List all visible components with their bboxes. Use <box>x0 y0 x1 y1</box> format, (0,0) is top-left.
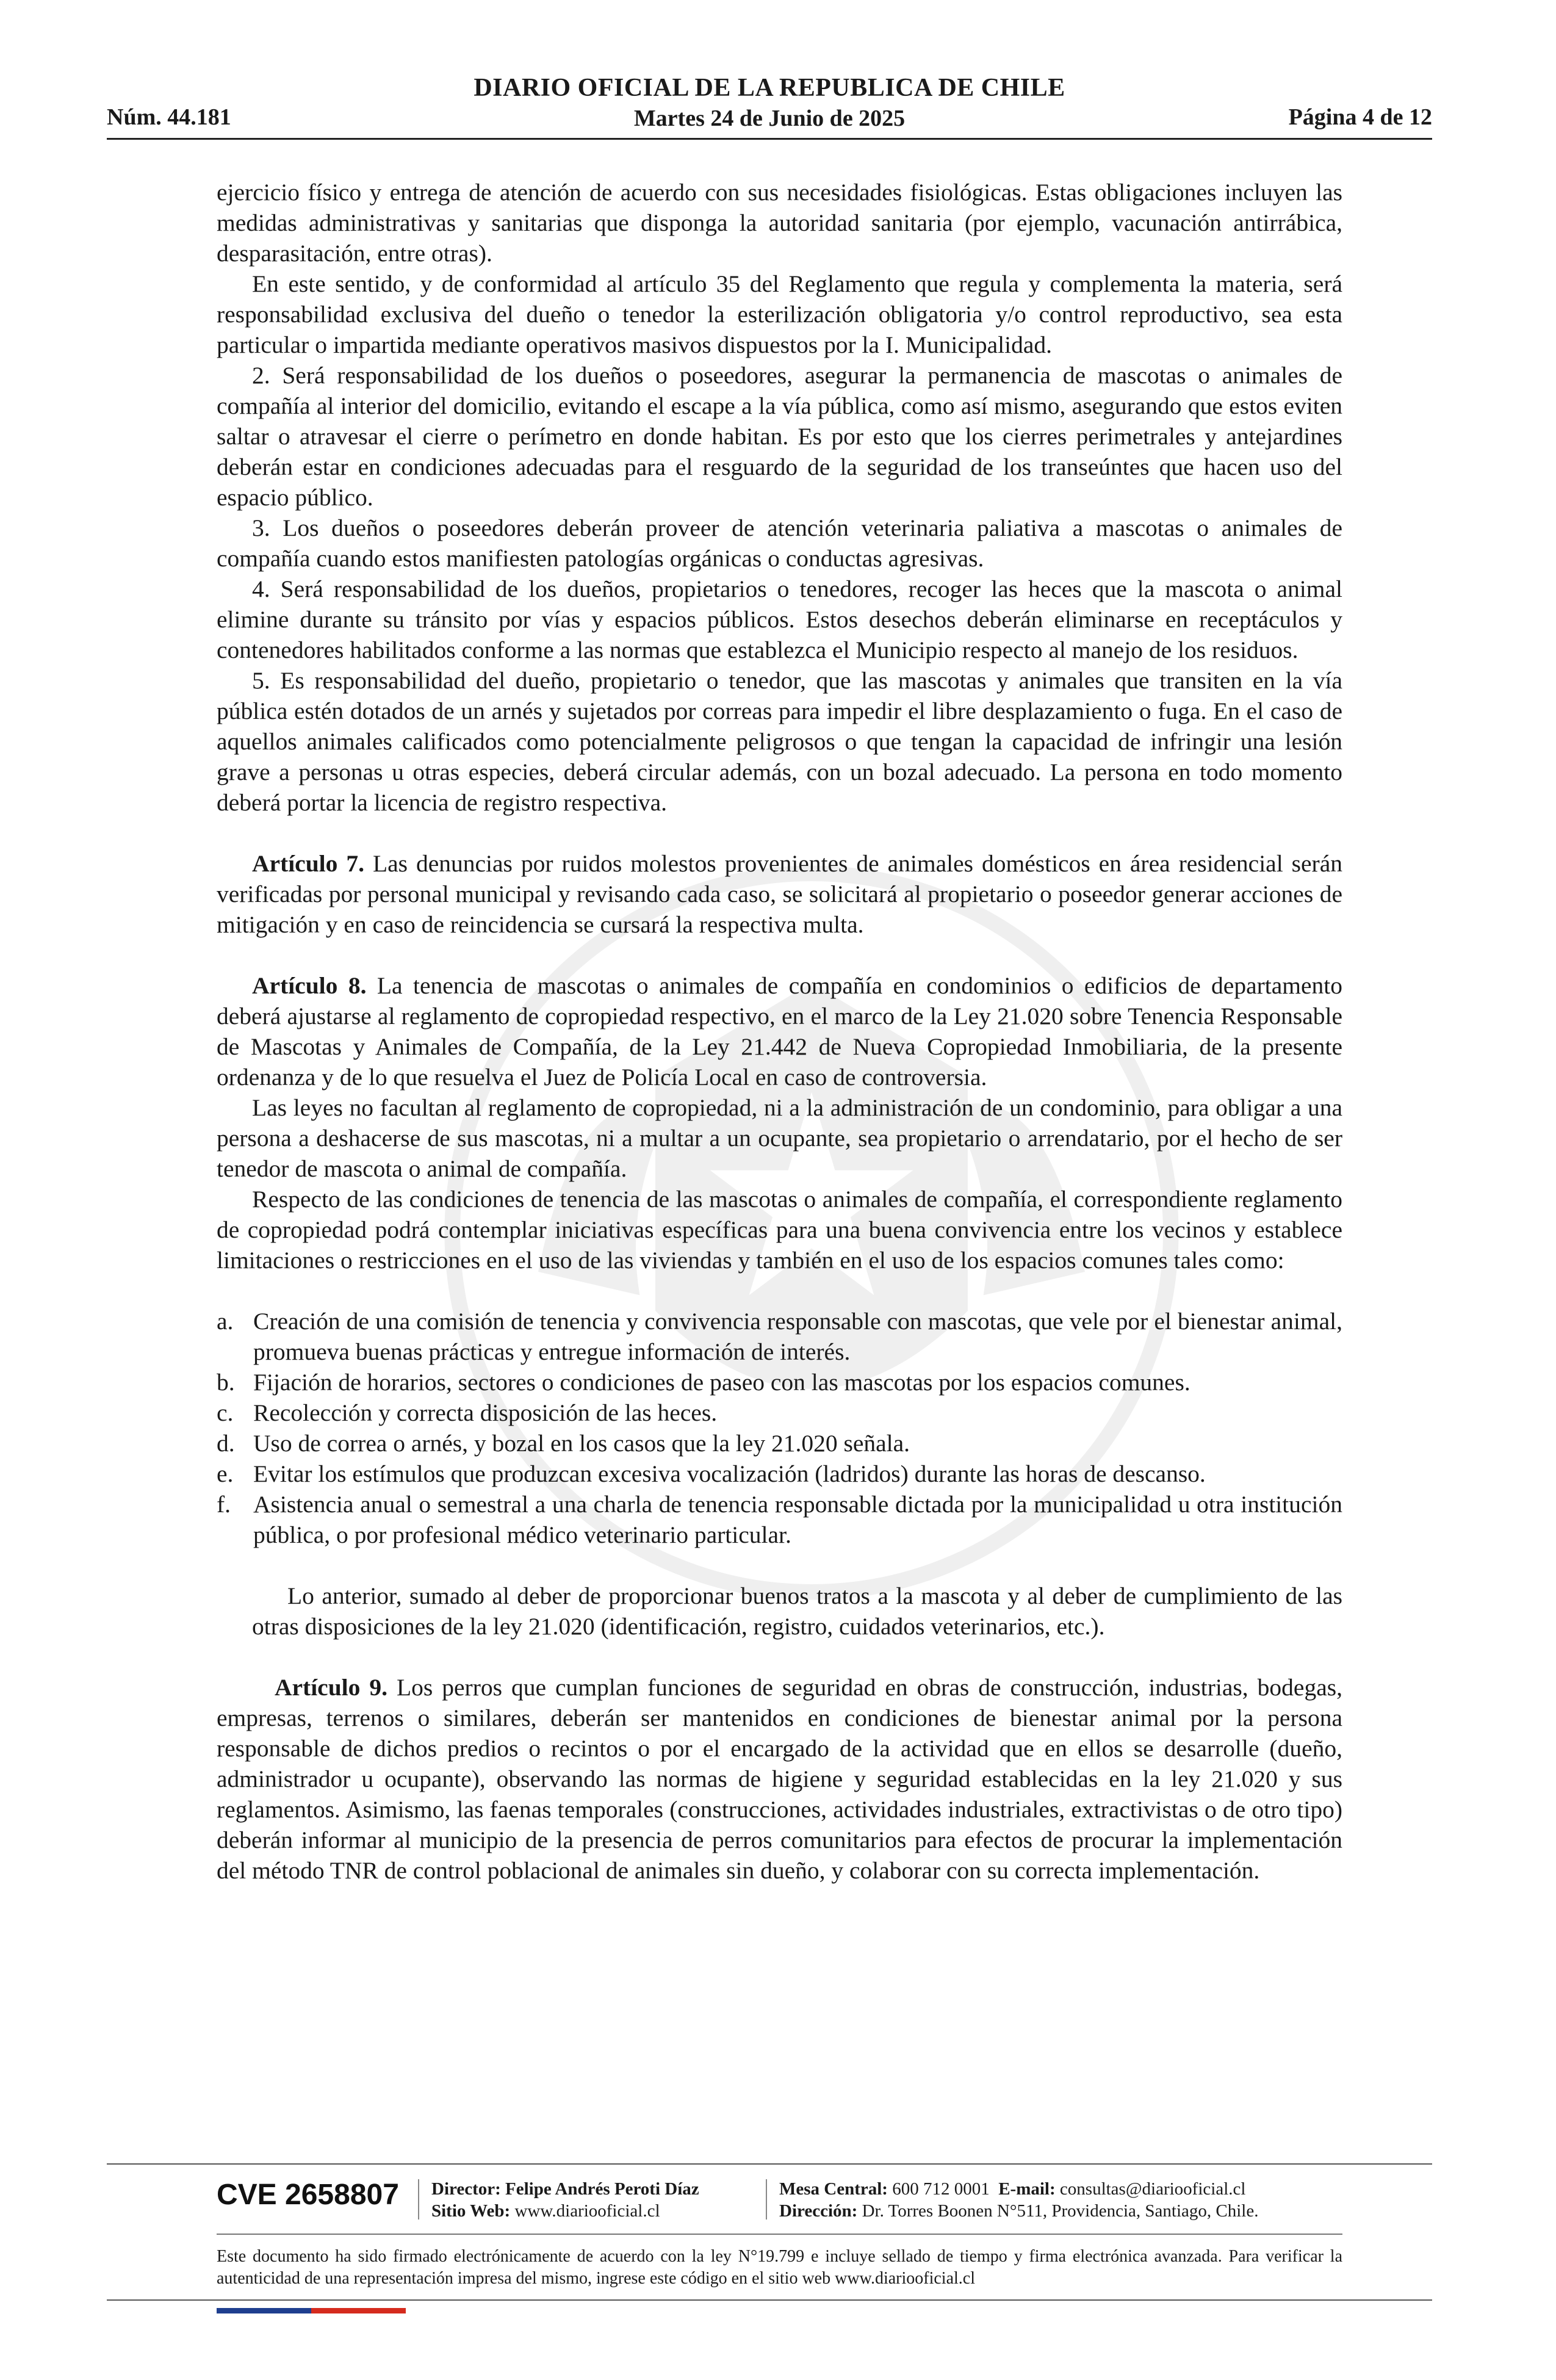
article-9 <box>217 1672 1342 1886</box>
footer-contact-block <box>779 2178 1258 2222</box>
header-divider <box>107 138 1432 140</box>
article-8 <box>217 970 1342 1092</box>
footer-divider <box>217 2234 1342 2235</box>
phone-value: 600 712 0001 <box>892 2179 990 2199</box>
cve-code: CVE 2658807 <box>217 2179 399 2211</box>
website-link[interactable]: www.diariooficial.cl <box>514 2201 660 2221</box>
publication-title: DIARIO OFICIAL DE LA REPUBLICA DE CHILE <box>474 74 1065 102</box>
website-label: Sitio Web: <box>431 2201 511 2221</box>
signature-note: Este documento ha sido firmado electrónicamente de acuerdo con la ley N°19.799 e incluye sellado de tiempo y firma electrónica avanzada. Para verificar la autenticidad de una representación impresa del mismo, ingrese este código en el sitio web www.diariooficial.cl <box>217 2247 1342 2288</box>
article-8-text: La tenencia de mascotas o animales de compañía en condominios o edificios de departamento deberá ajustarse al reglamento de copropiedad respectivo, en el marco de la Ley 21.020 sobre Tenencia Responsable de Mascotas y Animales de Compañía, de la Ley 21.442 de Nueva Copropiedad Inmobiliaria, de la presente ordenanza y de lo que resuelva el Juez de Policía Local en caso de controversia. <box>217 972 1342 1091</box>
article-7 <box>217 848 1342 940</box>
article-9-heading: Artículo 9. <box>275 1674 388 1701</box>
list-item: d. Uso de correa o arnés, y bozal en los casos que la ley 21.020 señala. <box>217 1430 910 1457</box>
email-label: E-mail: <box>998 2179 1056 2199</box>
page-header <box>107 73 1432 146</box>
footer-director-block <box>431 2178 699 2222</box>
phone-label: Mesa Central: <box>779 2179 888 2199</box>
page-number: Página 4 de 12 <box>1288 104 1432 130</box>
footer-divider <box>107 2163 1432 2165</box>
footer-divider <box>107 2299 1432 2301</box>
document-body <box>217 177 1342 1886</box>
flag-red-segment <box>311 2308 406 2313</box>
header-center <box>107 73 1432 132</box>
paragraph-item-5: 5. Es responsabilidad del dueño, propietario o tenedor, que las mascotas y animales que transiten en la vía pública estén dotados de un arnés y sujetados por correas para impedir el libre desplazamiento o fuga. En el caso de aquellos animales calificados como potencialmente peligrosos o que tengan la capacidad de infringir una lesión grave a personas u otras especies, deberá circular además, con un bozal adecuado. La persona en todo momento deberá portar la licencia de registro respectiva. <box>217 667 1342 816</box>
director-name: Felipe Andrés Peroti Díaz <box>505 2179 699 2199</box>
paragraph: En este sentido, y de conformidad al artículo 35 del Reglamento que regula y complementa la materia, será responsabilidad exclusiva del dueño o tenedor la esterilización obligatoria y/o control reproductivo, sea esta particular o impartida mediante operativos masivos dispuestos por la I. Municipalidad. <box>217 270 1342 358</box>
paragraph-item-4: 4. Será responsabilidad de los dueños, propietarios o tenedores, recoger las heces que la mascota o animal elimine durante su tránsito por vías y espacios públicos. Estos desechos deberán eliminarse en receptáculos y contenedores habilitados conforme a las normas que establezca el Municipio respecto al manejo de los residuos. <box>217 575 1342 663</box>
article-8-heading: Artículo 8. <box>252 972 367 999</box>
paragraph-item-2: 2. Será responsabilidad de los dueños o poseedores, asegurar la permanencia de mascotas o animales de compañía al interior del domicilio, evitando el escape a la vía pública, como así mismo, asegurando que estos eviten saltar o atravesar el cierre o perímetro en donde habitan. Es por esto que los cierres perimetrales y antejardines deberán estar en condiciones adecuadas para el resguardo de la seguridad de los transeúntes que hacen uso del espacio público. <box>217 362 1342 511</box>
footer-separator <box>766 2179 767 2220</box>
flag-blue-segment <box>217 2308 311 2313</box>
conditions-list <box>217 1306 1342 1550</box>
article-9-text: Los perros que cumplan funciones de seguridad en obras de construcción, industrias, bodegas, empresas, terrenos o similares, deberán ser mantenidos en condiciones de bienestar animal por la persona responsable de dichos predios o recintos o por el encargado de la actividad que en ellos se desarrolle (dueño, administrador u ocupante), observando las normas de higiene y seguridad establecidas en la ley 21.020 y sus reglamentos. Asimismo, las faenas temporales (construcciones, actividades industriales, extractivistas o de otro tipo) deberán informar al municipio de la presencia de perros comunitarios para efectos de procurar la implementación del método TNR de control poblacional de animales sin dueño, y colaborar con su correcta implementación. <box>217 1674 1342 1884</box>
flag-stripe <box>217 2308 406 2313</box>
director-label: Director: <box>431 2179 501 2199</box>
address-value: Dr. Torres Boonen N°511, Providencia, Santiago, Chile. <box>862 2201 1259 2221</box>
paragraph: Lo anterior, sumado al deber de proporcionar buenos tratos a la mascota y al deber de cumplimiento de las otras disposiciones de la ley 21.020 (identificación, registro, cuidados veterinarios, etc.). <box>252 1582 1342 1640</box>
paragraph: Respecto de las condiciones de tenencia de las mascotas o animales de compañía, el correspondiente reglamento de copropiedad podrá contemplar iniciativas específicas para una buena convivencia entre los vecinos y establece limitaciones o restricciones en el uso de las viviendas y también en el uso de los espacios comunes tales como: <box>217 1186 1342 1274</box>
publication-date: Martes 24 de Junio de 2025 <box>633 106 906 131</box>
article-7-text: Las denuncias por ruidos molestos provenientes de animales domésticos en área residencial serán verificadas por personal municipal y revisando cada caso, se solicitará al propietario o poseedor generar acciones de mitigación y en caso de reincidencia se cursará la respectiva multa. <box>217 850 1342 938</box>
address-label: Dirección: <box>779 2201 858 2221</box>
list-item: a. Creación de una comisión de tenencia y convivencia responsable con mascotas, que vele por el bienestar animal, promueva buenas prácticas y entregue información de interés. <box>217 1308 1342 1365</box>
list-item: c. Recolección y correcta disposición de las heces. <box>217 1399 718 1426</box>
footer-separator <box>418 2179 419 2220</box>
issue-number: Núm. 44.181 <box>107 104 231 130</box>
page-footer <box>217 2176 1342 2230</box>
list-item: e. Evitar los estímulos que produzcan excesiva vocalización (ladridos) durante las horas de descanso. <box>217 1460 1206 1487</box>
paragraph-item-3: 3. Los dueños o poseedores deberán proveer de atención veterinaria paliativa a mascotas o animales de compañía cuando estos manifiesten patologías orgánicas o conductas agresivas. <box>217 514 1342 572</box>
paragraph: Las leyes no facultan al reglamento de copropiedad, ni a la administración de un condominio, para obligar a una persona a deshacerse de sus mascotas, ni a multar a un ocupante, sea propietario o arrendatario, por el hecho de ser tenedor de mascota o animal de compañía. <box>217 1094 1342 1182</box>
list-item: b. Fijación de horarios, sectores o condiciones de paseo con las mascotas por los espacios comunes. <box>217 1369 1190 1396</box>
paragraph: ejercicio físico y entrega de atención de acuerdo con sus necesidades fisiológicas. Estas obligaciones incluyen las medidas administrativas y sanitarias que disponga la autoridad sanitaria (por ejemplo, vacunación antirrábica, desparasitación, entre otras). <box>217 179 1342 267</box>
article-7-heading: Artículo 7. <box>252 850 364 877</box>
list-item: f. Asistencia anual o semestral a una charla de tenencia responsable dictada por la municipalidad u otra institución pública, o por profesional médico veterinario particular. <box>217 1491 1342 1548</box>
email-link[interactable]: consultas@diariooficial.cl <box>1059 2179 1246 2199</box>
